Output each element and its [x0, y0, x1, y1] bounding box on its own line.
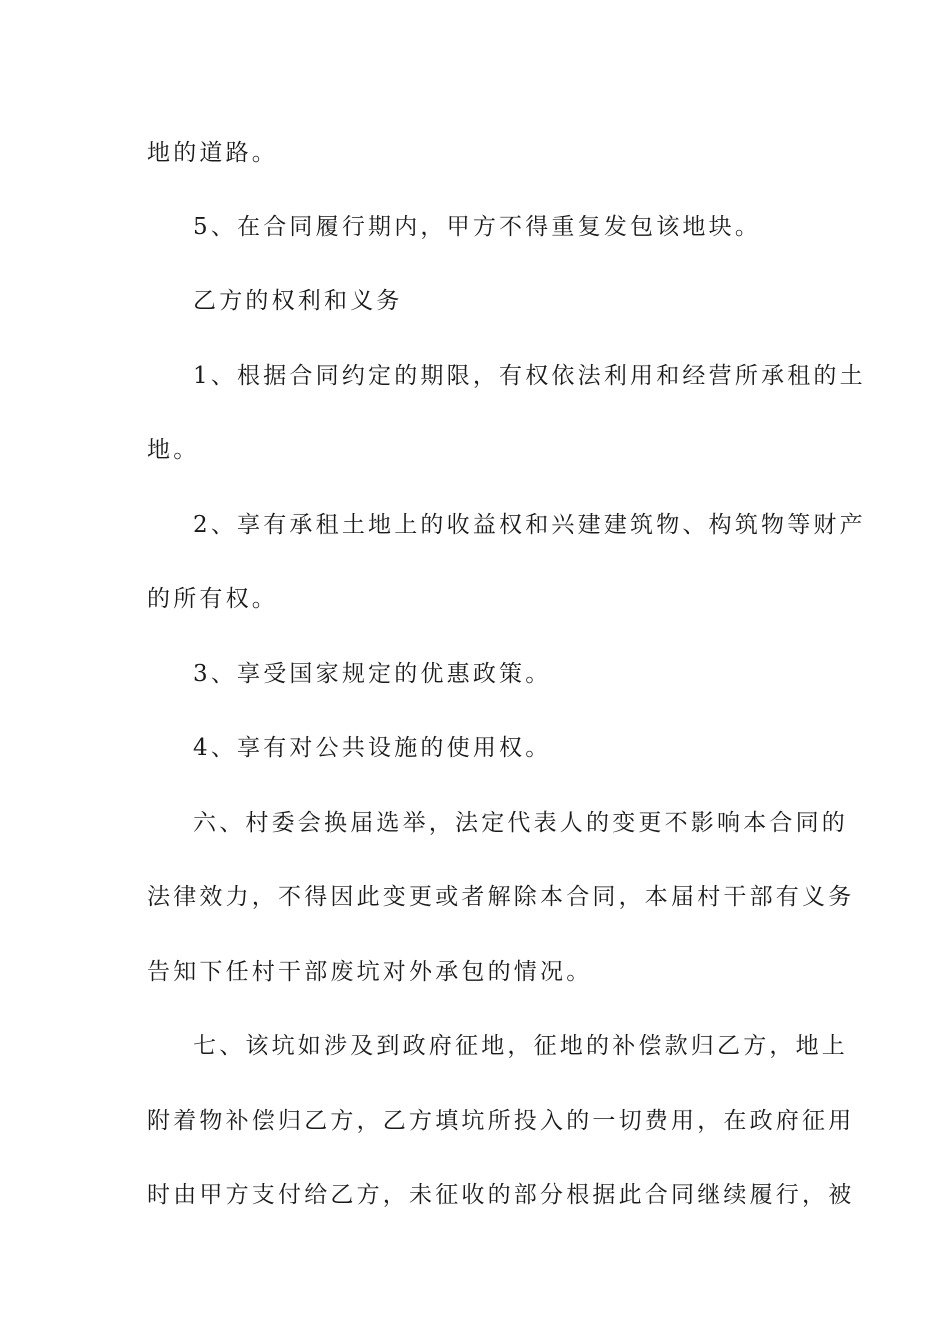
- text-line: 地。: [147, 437, 200, 463]
- text-line: 2、享有承租土地上的收益权和兴建建筑物、构筑物等财产: [193, 512, 866, 538]
- text-line: 的所有权。: [147, 586, 278, 612]
- text-line: 七、该坑如涉及到政府征地，征地的补偿款归乙方，地上: [193, 1033, 848, 1059]
- text-line: 附着物补偿归乙方，乙方填坑所投入的一切费用，在政府征用: [147, 1108, 855, 1134]
- text-line: 1、根据合同约定的期限，有权依法利用和经营所承租的土: [193, 363, 866, 389]
- text-line: 3、享受国家规定的优惠政策。: [193, 661, 552, 687]
- text-line: 5、在合同履行期内，甲方不得重复发包该地块。: [193, 214, 762, 240]
- text-line: 4、享有对公共设施的使用权。: [193, 735, 552, 761]
- text-line: 时由甲方支付给乙方，未征收的部分根据此合同继续履行，被: [147, 1182, 855, 1208]
- text-line: 告知下任村干部废坑对外承包的情况。: [147, 959, 593, 985]
- text-line: 乙方的权利和义务: [193, 288, 403, 314]
- text-line: 法律效力，不得因此变更或者解除本合同，本届村干部有义务: [147, 884, 855, 910]
- text-line: 地的道路。: [147, 140, 278, 166]
- text-line: 六、村委会换届选举，法定代表人的变更不影响本合同的: [193, 810, 848, 836]
